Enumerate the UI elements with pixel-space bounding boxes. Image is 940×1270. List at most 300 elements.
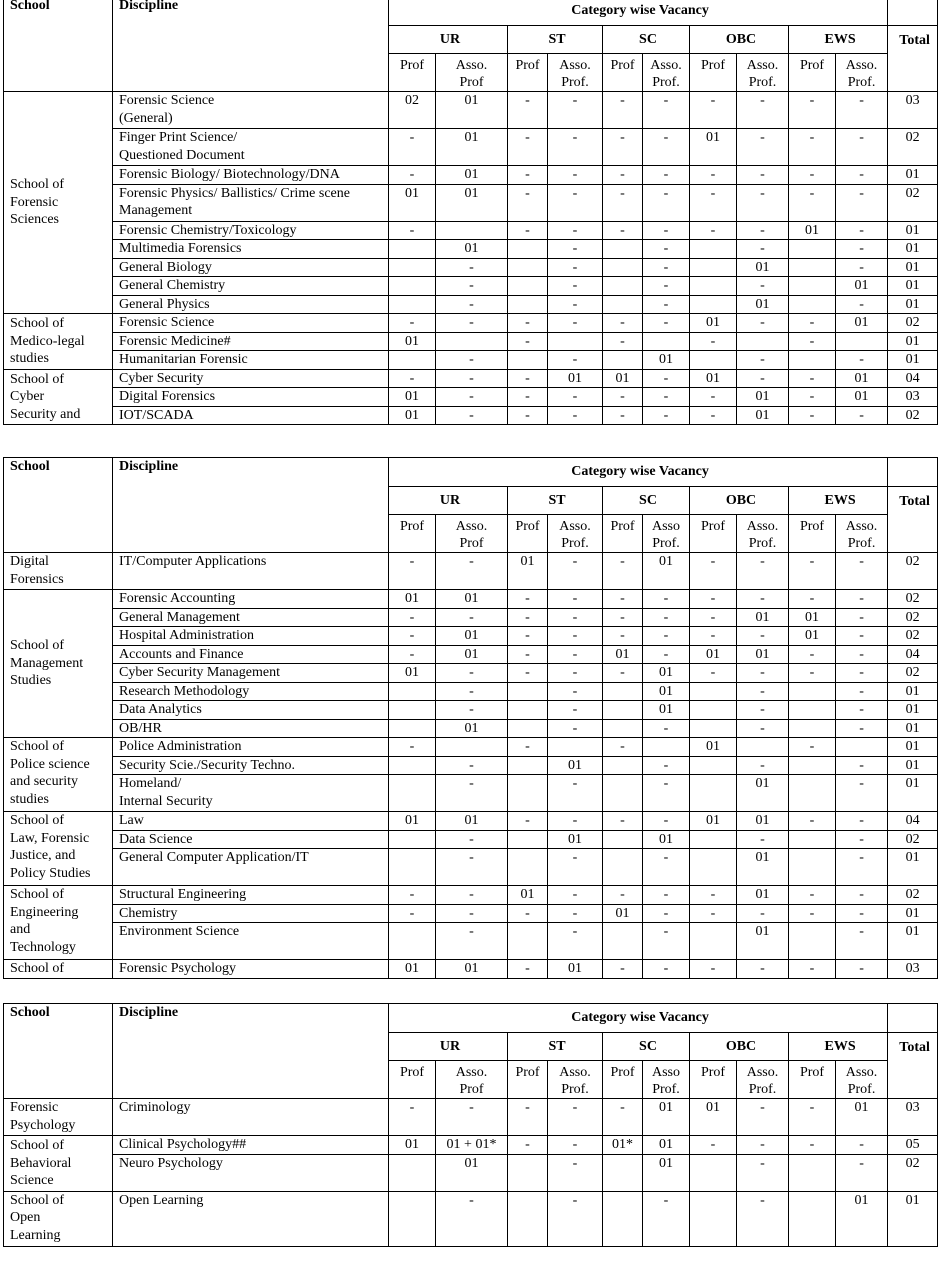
vacancy-cell: - xyxy=(508,406,548,425)
vacancy-cell: - xyxy=(436,553,508,590)
vacancy-cell xyxy=(389,295,436,314)
discipline-name: Environment Science xyxy=(113,923,389,960)
header-sub-asso-prof: Asso. Prof. xyxy=(836,54,888,92)
vacancy-cell: - xyxy=(603,812,643,831)
header-sub-asso-prof: Asso. Prof. xyxy=(548,54,603,92)
vacancy-cell: - xyxy=(389,314,436,333)
header-sub-prof: Prof xyxy=(789,1061,836,1099)
vacancy-cell: - xyxy=(836,849,888,886)
vacancy-cell: - xyxy=(643,923,690,960)
vacancy-cell: - xyxy=(436,701,508,720)
discipline-name: Neuro Psychology xyxy=(113,1154,389,1191)
vacancy-cell: - xyxy=(737,277,789,296)
discipline-name: General Computer Application/IT xyxy=(113,849,389,886)
vacancy-cell: - xyxy=(436,1191,508,1246)
vacancy-cell: - xyxy=(436,682,508,701)
vacancy-cell xyxy=(836,332,888,351)
vacancy-cell: - xyxy=(836,129,888,166)
vacancy-cell: - xyxy=(508,960,548,979)
vacancy-cell: - xyxy=(836,92,888,129)
total-cell: 01 xyxy=(888,756,938,775)
vacancy-cell: - xyxy=(643,886,690,905)
vacancy-cell: - xyxy=(737,830,789,849)
vacancy-cell: - xyxy=(836,904,888,923)
total-cell: 01 xyxy=(888,240,938,259)
vacancy-cell: - xyxy=(436,1099,508,1136)
vacancy-cell: - xyxy=(436,830,508,849)
table-row xyxy=(4,240,938,259)
table-row xyxy=(4,277,938,296)
vacancy-cell: - xyxy=(436,277,508,296)
vacancy-cell: - xyxy=(508,812,548,831)
vacancy-cell: - xyxy=(836,627,888,646)
vacancy-cell: - xyxy=(643,719,690,738)
table-row xyxy=(4,682,938,701)
header-sub-prof: Prof xyxy=(603,1061,643,1099)
header-sub-prof: Prof xyxy=(389,515,436,553)
vacancy-cell: - xyxy=(508,166,548,185)
vacancy-cell: 01 xyxy=(643,553,690,590)
header-blank xyxy=(888,0,938,26)
vacancy-cell xyxy=(603,295,643,314)
discipline-name: Digital Forensics xyxy=(113,388,389,407)
vacancy-cell: 01 xyxy=(737,295,789,314)
vacancy-cell: - xyxy=(508,129,548,166)
vacancy-cell: 01 xyxy=(436,590,508,609)
vacancy-cell: - xyxy=(643,184,690,221)
total-cell: 01 xyxy=(888,221,938,240)
table-row xyxy=(4,719,938,738)
vacancy-cell xyxy=(690,682,737,701)
total-cell: 01 xyxy=(888,738,938,757)
vacancy-cell xyxy=(789,258,836,277)
vacancy-cell xyxy=(789,1154,836,1191)
discipline-name: General Biology xyxy=(113,258,389,277)
vacancy-cell xyxy=(690,923,737,960)
vacancy-cell: - xyxy=(603,332,643,351)
header-total: Total xyxy=(888,26,938,92)
school-name: School of Cyber Security and xyxy=(4,369,113,425)
total-cell: 01 xyxy=(888,351,938,370)
total-cell: 02 xyxy=(888,1154,938,1191)
header-sub-asso-prof: Asso. Prof. xyxy=(836,1061,888,1099)
vacancy-cell: - xyxy=(737,1099,789,1136)
header-sub-asso-prof: Asso. Prof xyxy=(436,1061,508,1099)
vacancy-cell: 01 xyxy=(436,719,508,738)
vacancy-cell: - xyxy=(789,406,836,425)
discipline-name: Structural Engineering xyxy=(113,886,389,905)
header-group-ur: UR xyxy=(389,1033,508,1061)
vacancy-cell: - xyxy=(436,608,508,627)
total-cell: 02 xyxy=(888,830,938,849)
vacancy-cell: - xyxy=(737,960,789,979)
table-row xyxy=(4,295,938,314)
vacancy-cell: - xyxy=(643,590,690,609)
vacancy-cell: 01 xyxy=(643,1136,690,1155)
discipline-name: Humanitarian Forensic xyxy=(113,351,389,370)
vacancy-cell: - xyxy=(836,886,888,905)
total-cell: 01 xyxy=(888,682,938,701)
header-sub-asso-prof: Asso Prof. xyxy=(643,515,690,553)
vacancy-cell: - xyxy=(836,258,888,277)
header-group-ur: UR xyxy=(389,26,508,54)
header-sub-asso-prof: Asso. Prof xyxy=(436,54,508,92)
vacancy-cell: - xyxy=(389,738,436,757)
total-cell: 03 xyxy=(888,960,938,979)
vacancy-cell: - xyxy=(389,645,436,664)
vacancy-cell: - xyxy=(737,129,789,166)
vacancy-cell: - xyxy=(603,129,643,166)
vacancy-cell: - xyxy=(436,258,508,277)
total-cell: 01 xyxy=(888,701,938,720)
vacancy-cell xyxy=(508,682,548,701)
vacancy-cell: - xyxy=(836,608,888,627)
vacancy-cell: 01 xyxy=(836,369,888,388)
vacancy-cell: - xyxy=(548,886,603,905)
vacancy-cell xyxy=(603,682,643,701)
header-sub-asso-prof: Asso. Prof. xyxy=(643,54,690,92)
vacancy-cell xyxy=(690,1191,737,1246)
discipline-name: Data Analytics xyxy=(113,701,389,720)
vacancy-cell xyxy=(603,923,643,960)
vacancy-cell xyxy=(508,701,548,720)
table-row xyxy=(4,608,938,627)
vacancy-cell: - xyxy=(737,1191,789,1246)
vacancy-cell xyxy=(436,332,508,351)
discipline-name: Hospital Administration xyxy=(113,627,389,646)
vacancy-cell: - xyxy=(690,92,737,129)
vacancy-cell xyxy=(690,258,737,277)
vacancy-cell xyxy=(690,830,737,849)
vacancy-cell: - xyxy=(389,553,436,590)
header-sub-prof: Prof xyxy=(690,54,737,92)
vacancy-cell: - xyxy=(690,184,737,221)
discipline-name: Forensic Psychology xyxy=(113,960,389,979)
discipline-name: Security Scie./Security Techno. xyxy=(113,756,389,775)
total-cell: 03 xyxy=(888,388,938,407)
vacancy-cell: - xyxy=(548,645,603,664)
vacancy-cell: - xyxy=(836,960,888,979)
vacancy-cell: - xyxy=(603,166,643,185)
vacancy-cell: - xyxy=(643,775,690,812)
total-cell: 01 xyxy=(888,166,938,185)
vacancy-cell: 01 xyxy=(836,1191,888,1246)
vacancy-cell: - xyxy=(690,960,737,979)
school-name: School of Behavioral Science xyxy=(4,1136,113,1192)
vacancy-cell xyxy=(603,240,643,259)
vacancy-cell: - xyxy=(508,369,548,388)
vacancy-cell: - xyxy=(643,388,690,407)
vacancy-cell: - xyxy=(508,738,548,757)
vacancy-cell: - xyxy=(690,904,737,923)
vacancy-cell: - xyxy=(643,240,690,259)
total-cell: 01 xyxy=(888,849,938,886)
vacancy-cell: - xyxy=(737,627,789,646)
vacancy-cell: - xyxy=(836,923,888,960)
vacancy-cell xyxy=(508,351,548,370)
vacancy-cell: - xyxy=(789,904,836,923)
vacancy-cell: - xyxy=(508,645,548,664)
vacancy-cell: - xyxy=(836,184,888,221)
table-row xyxy=(4,775,938,812)
vacancy-cell: - xyxy=(836,553,888,590)
vacancy-cell: - xyxy=(603,221,643,240)
vacancy-cell: - xyxy=(548,295,603,314)
header-category: Category wise Vacancy xyxy=(389,1004,888,1033)
vacancy-table-2 xyxy=(3,457,938,979)
vacancy-cell: - xyxy=(389,608,436,627)
discipline-name: General Management xyxy=(113,608,389,627)
vacancy-cell: - xyxy=(643,166,690,185)
vacancy-cell xyxy=(789,830,836,849)
vacancy-cell: 01 xyxy=(508,553,548,590)
table-row xyxy=(4,129,938,166)
header-school: School xyxy=(4,0,113,92)
total-cell: 01 xyxy=(888,295,938,314)
vacancy-cell xyxy=(389,682,436,701)
vacancy-cell: - xyxy=(548,351,603,370)
vacancy-cell: - xyxy=(436,886,508,905)
vacancy-cell: 01 xyxy=(436,184,508,221)
vacancy-cell: - xyxy=(737,240,789,259)
vacancy-cell: - xyxy=(548,221,603,240)
vacancy-cell: - xyxy=(789,812,836,831)
vacancy-cell xyxy=(789,1191,836,1246)
vacancy-cell xyxy=(389,258,436,277)
table-row xyxy=(4,849,938,886)
vacancy-cell: 01 xyxy=(603,369,643,388)
vacancy-cell xyxy=(603,351,643,370)
vacancy-cell xyxy=(603,1191,643,1246)
vacancy-cell: - xyxy=(436,756,508,775)
header-sub-prof: Prof xyxy=(389,54,436,92)
vacancy-cell xyxy=(643,332,690,351)
vacancy-cell: - xyxy=(389,369,436,388)
header-sub-prof: Prof xyxy=(508,515,548,553)
vacancy-cell xyxy=(690,756,737,775)
vacancy-cell xyxy=(508,258,548,277)
header-school: School xyxy=(4,1004,113,1099)
vacancy-cell: 01 xyxy=(389,1136,436,1155)
vacancy-cell: - xyxy=(690,406,737,425)
header-sub-prof: Prof xyxy=(508,1061,548,1099)
vacancy-cell: - xyxy=(603,388,643,407)
vacancy-cell: - xyxy=(548,240,603,259)
vacancy-cell: - xyxy=(436,904,508,923)
header-total: Total xyxy=(888,487,938,553)
vacancy-cell: 01 xyxy=(436,166,508,185)
vacancy-cell xyxy=(690,277,737,296)
vacancy-cell: - xyxy=(389,886,436,905)
discipline-name: Forensic Medicine# xyxy=(113,332,389,351)
vacancy-cell: - xyxy=(836,1136,888,1155)
vacancy-cell: - xyxy=(690,166,737,185)
vacancy-cell: - xyxy=(737,369,789,388)
vacancy-cell: - xyxy=(548,277,603,296)
vacancy-cell: 01 xyxy=(737,923,789,960)
vacancy-cell xyxy=(389,351,436,370)
vacancy-cell xyxy=(789,682,836,701)
vacancy-cell: - xyxy=(789,960,836,979)
table-row xyxy=(4,406,938,425)
vacancy-cell: 01 xyxy=(389,184,436,221)
school-name: School of Open Learning xyxy=(4,1191,113,1246)
vacancy-cell xyxy=(603,830,643,849)
header-sub-prof: Prof xyxy=(603,515,643,553)
vacancy-cell: 01 xyxy=(690,369,737,388)
vacancy-cell: - xyxy=(737,590,789,609)
vacancy-cell: - xyxy=(603,627,643,646)
vacancy-cell: - xyxy=(508,590,548,609)
vacancy-cell: - xyxy=(603,406,643,425)
vacancy-cell xyxy=(508,775,548,812)
vacancy-cell: - xyxy=(436,849,508,886)
vacancy-cell: - xyxy=(508,184,548,221)
discipline-name: Criminology xyxy=(113,1099,389,1136)
vacancy-cell xyxy=(508,277,548,296)
vacancy-cell: - xyxy=(436,351,508,370)
total-cell: 01 xyxy=(888,719,938,738)
vacancy-cell xyxy=(789,923,836,960)
vacancy-cell: - xyxy=(690,590,737,609)
vacancy-cell: - xyxy=(548,849,603,886)
vacancy-cell: 01 xyxy=(548,960,603,979)
vacancy-cell xyxy=(836,738,888,757)
vacancy-cell: 01 xyxy=(789,627,836,646)
vacancy-cell: - xyxy=(789,1136,836,1155)
vacancy-cell: 01 + 01* xyxy=(436,1136,508,1155)
vacancy-cell: 01 xyxy=(737,775,789,812)
table-row xyxy=(4,886,938,905)
vacancy-cell xyxy=(389,775,436,812)
total-cell: 01 xyxy=(888,904,938,923)
header-group-sc: SC xyxy=(603,1033,690,1061)
total-cell: 02 xyxy=(888,553,938,590)
vacancy-cell xyxy=(508,1154,548,1191)
vacancy-cell xyxy=(690,719,737,738)
discipline-name: Police Administration xyxy=(113,738,389,757)
total-cell: 01 xyxy=(888,1191,938,1246)
vacancy-cell: - xyxy=(789,553,836,590)
vacancy-cell: - xyxy=(836,682,888,701)
vacancy-cell xyxy=(690,775,737,812)
vacancy-cell: 01 xyxy=(548,369,603,388)
header-group-st: ST xyxy=(508,487,603,515)
vacancy-cell: - xyxy=(508,388,548,407)
vacancy-cell: 01 xyxy=(436,812,508,831)
header-sub-prof: Prof xyxy=(789,54,836,92)
total-cell: 01 xyxy=(888,332,938,351)
vacancy-cell xyxy=(389,923,436,960)
total-cell: 03 xyxy=(888,1099,938,1136)
vacancy-cell xyxy=(548,738,603,757)
header-sub-asso-prof: Asso Prof. xyxy=(643,1061,690,1099)
vacancy-cell: - xyxy=(508,664,548,683)
vacancy-cell: - xyxy=(389,904,436,923)
vacancy-cell: 01 xyxy=(737,645,789,664)
vacancy-cell xyxy=(789,240,836,259)
vacancy-cell: - xyxy=(789,664,836,683)
vacancy-cell: 01 xyxy=(389,664,436,683)
total-cell: 03 xyxy=(888,92,938,129)
vacancy-cell: 01 xyxy=(603,645,643,664)
vacancy-cell: - xyxy=(548,923,603,960)
header-sub-prof: Prof xyxy=(389,1061,436,1099)
vacancy-cell: - xyxy=(389,166,436,185)
vacancy-cell: 01 xyxy=(836,277,888,296)
vacancy-cell: - xyxy=(548,1154,603,1191)
vacancy-cell: - xyxy=(836,775,888,812)
vacancy-cell: 01 xyxy=(690,1099,737,1136)
vacancy-cell: - xyxy=(737,92,789,129)
vacancy-cell: - xyxy=(603,92,643,129)
vacancy-cell: - xyxy=(836,295,888,314)
vacancy-cell: - xyxy=(548,406,603,425)
vacancy-cell: 01 xyxy=(690,645,737,664)
vacancy-cell xyxy=(389,849,436,886)
vacancy-cell xyxy=(436,221,508,240)
header-category: Category wise Vacancy xyxy=(389,0,888,26)
vacancy-cell: - xyxy=(436,664,508,683)
vacancy-cell: - xyxy=(789,886,836,905)
vacancy-cell: - xyxy=(690,886,737,905)
table-row xyxy=(4,923,938,960)
vacancy-cell: - xyxy=(603,886,643,905)
vacancy-cell xyxy=(690,351,737,370)
vacancy-cell: - xyxy=(603,314,643,333)
table-row xyxy=(4,627,938,646)
vacancy-cell: - xyxy=(548,701,603,720)
vacancy-cell: 01 xyxy=(789,221,836,240)
vacancy-cell: - xyxy=(737,756,789,775)
table-row xyxy=(4,830,938,849)
vacancy-cell xyxy=(508,830,548,849)
vacancy-cell: - xyxy=(690,1136,737,1155)
vacancy-cell: - xyxy=(603,184,643,221)
total-cell: 02 xyxy=(888,627,938,646)
header-group-ews: EWS xyxy=(789,487,888,515)
header-sub-prof: Prof xyxy=(603,54,643,92)
vacancy-cell: 01 xyxy=(690,314,737,333)
vacancy-cell: - xyxy=(643,92,690,129)
vacancy-cell: - xyxy=(548,664,603,683)
vacancy-cell: - xyxy=(737,1154,789,1191)
discipline-name: Open Learning xyxy=(113,1191,389,1246)
vacancy-cell: - xyxy=(643,904,690,923)
vacancy-cell xyxy=(508,923,548,960)
total-cell: 02 xyxy=(888,664,938,683)
vacancy-cell: - xyxy=(603,738,643,757)
vacancy-cell: - xyxy=(737,701,789,720)
discipline-name: Cyber Security xyxy=(113,369,389,388)
vacancy-cell: 01 xyxy=(643,682,690,701)
vacancy-table-1 xyxy=(3,0,938,425)
vacancy-cell: - xyxy=(836,240,888,259)
vacancy-cell: - xyxy=(789,332,836,351)
header-sub-prof: Prof xyxy=(690,1061,737,1099)
vacancy-cell xyxy=(389,1191,436,1246)
vacancy-cell xyxy=(643,738,690,757)
vacancy-cell xyxy=(690,701,737,720)
school-name: School of Police science and security studies xyxy=(4,738,113,812)
vacancy-cell: 01 xyxy=(389,960,436,979)
vacancy-cell: - xyxy=(436,775,508,812)
vacancy-cell: 01 xyxy=(836,388,888,407)
vacancy-cell: - xyxy=(548,627,603,646)
vacancy-cell xyxy=(690,240,737,259)
total-cell: 01 xyxy=(888,277,938,296)
vacancy-cell xyxy=(789,295,836,314)
